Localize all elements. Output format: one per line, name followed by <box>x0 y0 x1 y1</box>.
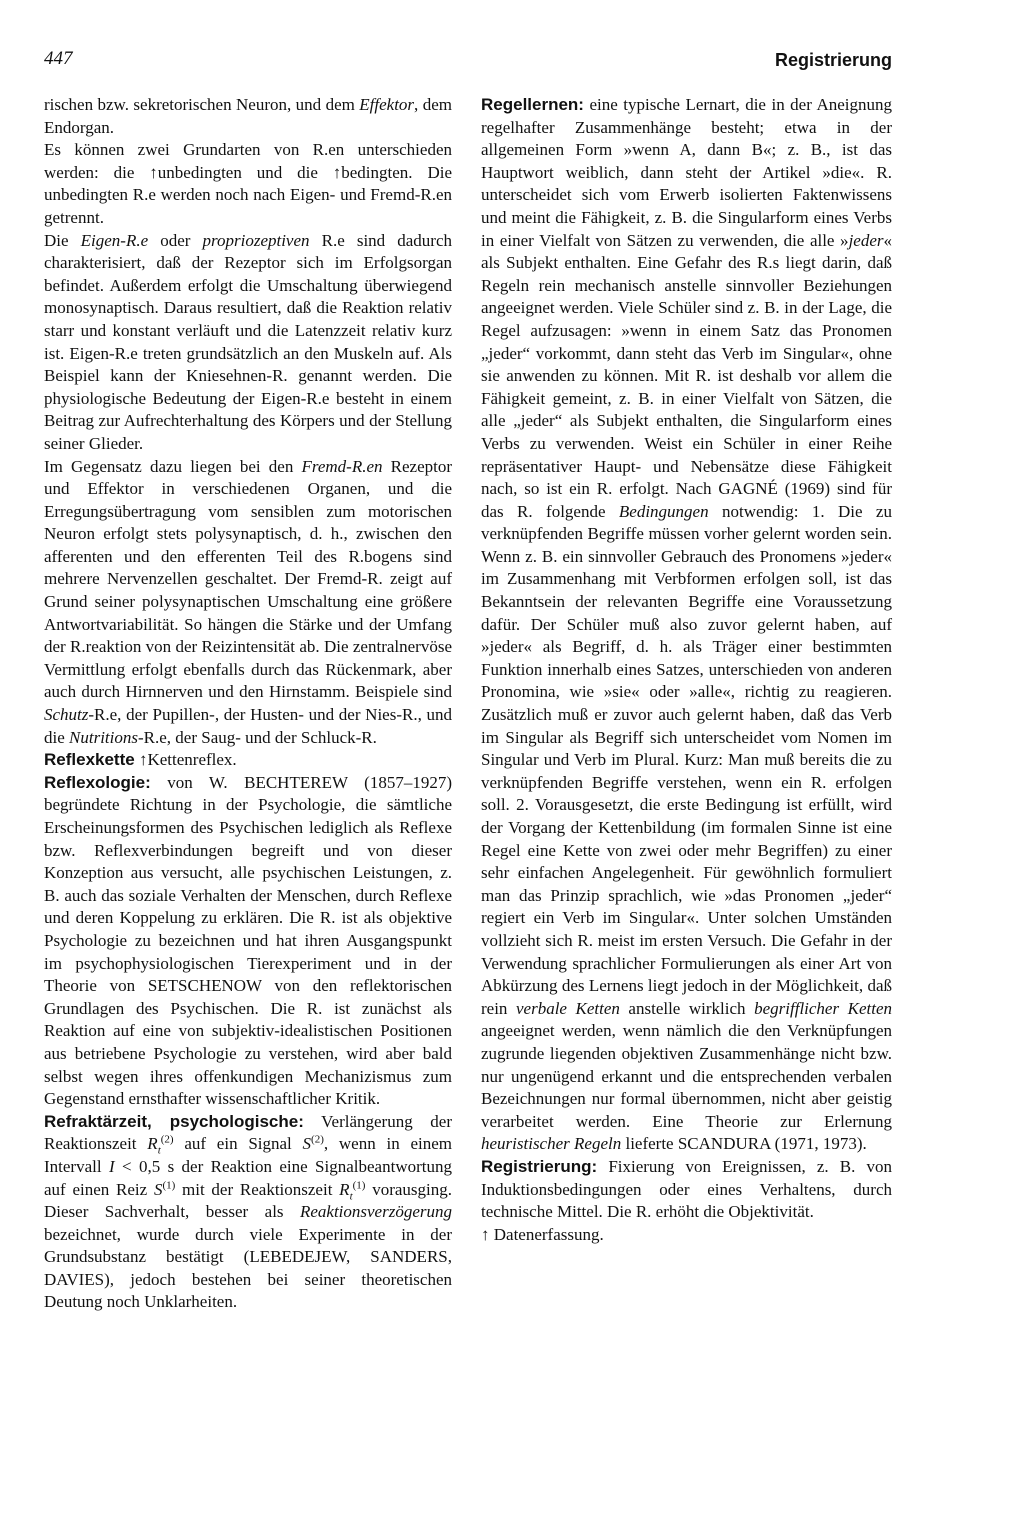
text: anstelle wirklich <box>619 998 755 1018</box>
math-symbol: S <box>153 1179 163 1199</box>
text: -R.e, der Saug- und der Schluck-R. <box>138 727 377 747</box>
entry-term: Refraktärzeit, psychologische: <box>44 1111 304 1131</box>
text: unbedingten und die <box>157 162 333 182</box>
text: auf ein Signal <box>173 1134 303 1154</box>
text: Im Gegensatz dazu liegen bei den <box>44 456 302 476</box>
text-italic: Nutritions <box>69 727 138 747</box>
text: , wenn in einem Intervall <box>44 1134 452 1176</box>
entry-term: Reflexkette <box>44 750 135 770</box>
entry-registrierung <box>481 1156 892 1224</box>
text: rischen bzw. sekretorischen Neuron, und dem <box>44 95 360 114</box>
text: von W. BECHTEREW (1857–1927) begründete Richtung in der Psychologie, die sämtliche Erscheinungsformen des Psychischen lediglich als Reflexe bzw. Reflexverbindungen begreift und von dieser Konzeption aus versucht, alle psychischen Leistungen, z. B. auch das soziale Verhalten der Menschen, durch Reflexe und deren Koppelung zu erklären. Die R. ist als objektive Psychologie zu bezeichnen und hat ihren Ausgangspunkt im psychophysiologischen Tierexperiment und in der Theorie von SETSCHENOW von den reflektorischen Grundlagen des Psychischen. Die R. ist zunächst als Reaktion auf eine von subjektiv-idealistischen Positionen aus betriebene Psychologie zu verstehen, wird aber bald selbst wegen ihres offenkundigen Mechanizismus zum Gegenstand ernsthafter wissenschaftlicher Kritik. <box>44 772 452 1109</box>
cross-reference-arrow-icon: ↑ <box>481 1224 490 1244</box>
paragraph <box>44 230 452 456</box>
text: lieferte SCANDURA (1971, 1973). <box>621 1134 867 1154</box>
entry-reflexkette <box>44 749 452 772</box>
text-italic: Fremd-R.en <box>301 456 383 476</box>
text: Rezeptor und Effektor in verschiedenen Organen, und die Erregungsübertragung vom sensiblen zum motorischen Neuron erfolgt stets polysynaptisch, d. h., zwischen den afferenten und den efferenten Teil des R.bogens sind mehrere Nervenzellen geschaltet. Der Fremd-R. zeigt auf Grund seiner polysynaptischen Umschaltung eine größere Antwortvariabilität. So hängen die Stärke und der Umfang der R.reaktion von der Reizintensität ab. Die zentralnervöse Vermittlung erfolgt ebenfalls durch das Rückenmark, aber auch durch Hirnnerven und den Hirnstamm. Beispiele sind <box>44 456 453 702</box>
cross-reference-arrow-icon: ↑ <box>332 162 342 182</box>
text-italic: Eigen-R.e <box>80 230 149 250</box>
text: -R.e, der Pupillen-, der Husten- und der Nies-R., und die <box>44 705 452 747</box>
text: mit der Reaktionszeit <box>175 1179 340 1199</box>
text: eine typische Lernart, die in der Aneignung regelhafter Zusammenhänge besteht; etwa in der allgemeinen Form »wenn A, dann B«; z. B., ist das Hauptwort weiblich, dann steht der Artikel »die«. R. unterscheidet sich vom Erwerb isolierten Faktenwissens und meint die Fähigkeit, z. B. die Singularform eines Verbs in einer Vielfalt von Sätzen zu verwenden, die alle » <box>481 95 892 250</box>
math-superscript: (2) <box>311 1133 324 1146</box>
text-italic: Reaktionsverzögerung <box>299 1202 452 1222</box>
text: bezeichnet, wurde durch viele Experimente in der Grundsubstanz bestätigt (LEBEDEJEW, SANDERS, DAVIES), jedoch bestehen bei seiner theoretischen Deutung noch Unklarheiten. <box>44 1224 452 1312</box>
paragraph <box>44 94 452 139</box>
text: angeeignet werden, wenn nämlich die den Verknüpfungen zugrunde liegenden objektiven Zusammenhänge nicht bzw. nur ungenügend erkannt und die entsprechenden verbalen Bezeichnungen nur formal übernommen, nicht aber geistig verarbeitet werden. Eine Theorie zur Erlernung <box>481 1021 892 1131</box>
entry-see-also <box>481 1224 892 1247</box>
text-italic: jeder <box>848 230 884 250</box>
text: Die <box>44 230 81 250</box>
right-column <box>481 94 892 1246</box>
cross-reference-arrow-icon: ↑ <box>138 750 148 770</box>
text: « als Subjekt enthalten. Eine Gefahr des R.s liegt darin, daß Regeln rein mechanisch anstelle sinnvoller Beziehungen angeeignet werden. Viele Schüler sind z. B. in der Lage, die Regel aufzusagen: »wenn in einem Satz das Pronomen „jeder“ vorkommt, dann steht das Verb im Singular«, ohne sie anwenden zu können. Mit R. ist deshalb vor allem die Fähigkeit gemeint, z. B. in einer Vielfalt von Sätzen, die alle „jeder“ als Subjekt enthalten, die Singularform eines Verbs zu verwenden. Weist ein Schüler in einer Reihe repräsentativer Haupt- und Nebensätze diese Fähigkeit nach, so ist ein R. erfolgt. Nach GAGNÉ (1969) sind für das R. folgende <box>481 230 892 521</box>
text: Fixierung von Ereignissen, z. B. von Induktionsbedingungen oder eines Verhaltens, durch technische Mittel. Die R. erhöht die Objektivität. <box>481 1156 892 1222</box>
math-superscript: (1) <box>162 1178 176 1191</box>
page-number: 447 <box>44 48 73 69</box>
text: Es können zwei Grundarten von R.en unterschieden werden: die <box>44 140 452 182</box>
text-italic: heuristischer Regeln <box>481 1134 622 1154</box>
text: , dem Endorgan. <box>44 95 452 137</box>
math-superscript: (2) <box>160 1133 174 1146</box>
text-italic: Schutz <box>44 705 89 725</box>
text: bedingten. Die unbedingten R.e werden noch nach Eigen- und Fremd-R.en getrennt. <box>44 162 452 227</box>
math-subscript: t <box>349 1189 353 1202</box>
math-symbol: S <box>302 1134 312 1154</box>
text: < 0,5 s der Reaktion eine Signalbeantwortung auf einen Reiz <box>44 1156 452 1199</box>
math-symbol: I <box>108 1156 115 1176</box>
entry-regellernen <box>481 94 892 1156</box>
cross-reference: Kettenreflex. <box>147 750 237 770</box>
entry-term: Reflexologie: <box>44 772 151 792</box>
text-italic: begrifflicher Ketten <box>754 998 893 1018</box>
text-italic: Effektor <box>359 95 415 114</box>
text: notwendig: 1. Die zu verknüpfenden Begriffe müssen vorher gelernt worden sein. Wenn z. B. ein sinnvoller Gebrauch des Pronomens »jeder« im Zusammenhang mit Verbformen erfolgen soll, ist das Bekanntsein der relevanten Begriffe eine Voraussetzung dafür. Der Schüler muß also zuvor gelernt haben, auf »jeder« als Begriff, d. h. als Träger einer bestimmten Funktion innerhalb eines Satzes, unterschieden von anderen Pronomina, wie »sie« oder »alle«, richtig zu reagieren. Zusätzlich muß er zuvor auch gelernt haben, daß das Verb im Singular als Begriff sich unterscheidet vom Nomen im Singular und Verb im Plural. Kurz: Man muß bereits die zu verknüpfenden Begriffe verstehen, wenn ein R. erfolgen soll. 2. Vorausgesetzt, die erste Bedingung ist erfüllt, wird der Vorgang der Kettenbildung (im formalen Sinne ist eine Regel eine Kette von zwei oder mehr Begriffen) zu einer sehr einfachen Angelegenheit. Für gewöhnlich formuliert man das Prinzip sprachlich, wie »das Pronomen „jeder“ regiert ein Verb im Singular«. Unter solchen Umständen vollzieht sich R. meist im ersten Versuch. Die Gefahr in der Verwendung sprachlicher Formulierungen als einer Art von Abkürzung des Lernens liegt jedoch in der Möglichkeit, daß rein <box>481 501 892 1018</box>
left-column <box>44 94 452 1314</box>
text: vorausging. Dieser Sachverhalt, besser als <box>44 1179 452 1222</box>
cross-reference: Datenerfassung. <box>493 1224 604 1244</box>
entry-refraktaerzeit <box>44 1111 452 1314</box>
math-symbol: R <box>339 1179 350 1199</box>
entry-term: Registrierung: <box>481 1156 598 1176</box>
text-italic: Bedingungen <box>618 501 709 521</box>
text: oder <box>148 230 203 250</box>
entry-reflexologie <box>44 772 452 1111</box>
text: Verlängerung der Reaktionszeit <box>44 1111 452 1154</box>
math-superscript: (1) <box>352 1178 366 1191</box>
math-symbol: R <box>147 1134 158 1154</box>
running-head: Registrierung <box>774 50 892 70</box>
text-italic: propriozeptiven <box>202 230 310 250</box>
cross-reference-arrow-icon: ↑ <box>149 162 158 182</box>
paragraph <box>44 456 452 750</box>
math-subscript: t <box>157 1144 161 1157</box>
paragraph <box>44 139 452 229</box>
text: R.e sind dadurch charakterisiert, daß der Rezeptor sich im Erfolgsorgan befindet. Außerdem erfolgt die Umschaltung überwiegend monosynaptisch. Daraus resultiert, daß die Reaktion relativ starr und konstant verläuft und die Latenzzeit relativ kurz ist. Eigen-R.e treten grundsätzlich an den Muskeln auf. Als Beispiel kann der Kniesehnen-R. genannt werden. Die physiologische Bedeutung der Eigen-R.e besteht in einem Beitrag zur Aufrechterhaltung des Körpers und der Stellung seiner Glieder. <box>44 230 452 453</box>
text-italic: verbale Ketten <box>515 998 620 1018</box>
entry-term: Regellernen: <box>481 95 584 114</box>
